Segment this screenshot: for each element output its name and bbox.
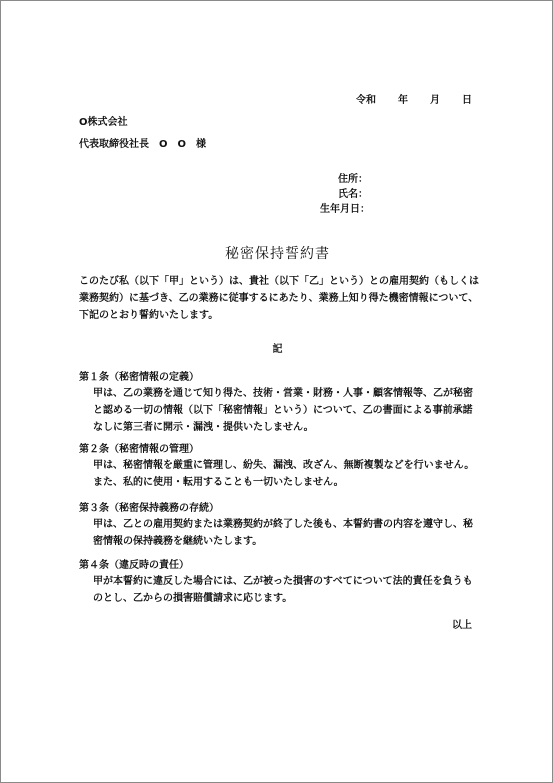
article-1-body: 甲は、乙の業務を通じて知り得た、技術・営業・財務・人事・顧客情報等、乙が秘密と認める一切の情報（以下「秘密情報」という）について、乙の書面による事前承諾なしに第三者に開示・漏洩・提供いたしません。 — [93, 388, 473, 433]
ki-heading: 記 — [272, 344, 283, 355]
article-3-title: 第３条（秘密保持義務の存続） — [79, 503, 219, 514]
year-label: 年 — [398, 95, 408, 106]
recipient-president: 代表取締役社長 O O 様 — [79, 139, 207, 150]
article-3-body: 甲は、乙との雇用契約または業務契約が終了した後も、本誓約書の内容を遵守し、秘密情報の保持義務を継続いたします。 — [93, 519, 473, 547]
intro-paragraph: このたび私（以下「甲」という）は、貴社（以下「乙」という）との雇用契約（もしくは業務契約）に基づき、乙の業務に従事するにあたり、業務上知り得た機密情報について、下記のとおり誓約いたします。 — [79, 276, 479, 321]
article-4-body: 甲が本誓約に違反した場合には、乙が被った損害のすべてについて法的責任を負うものとし、乙からの損害賠償請求に応じます。 — [93, 576, 473, 604]
month-label: 月 — [430, 95, 440, 106]
day-label: 日 — [462, 95, 472, 106]
article-1-title: 第１条（秘密情報の定義） — [79, 372, 199, 383]
article-4-title: 第４条（違反時の責任） — [79, 560, 189, 571]
name-label: 氏名： — [338, 189, 368, 200]
closing-ijo: 以上 — [452, 620, 472, 631]
article-2-body: 甲は、秘密情報を厳重に管理し、紛失、漏洩、改ざん、無断複製などを行いません。また、私的に使用・転用することも一切いたしません。 — [93, 460, 475, 488]
article-2-title: 第２条（秘密情報の管理） — [79, 444, 199, 455]
recipient-company: O株式会社 — [79, 117, 128, 128]
signer-birthdate — [320, 203, 368, 217]
document-title: 秘密保持誓約書 — [225, 246, 330, 262]
date-line — [356, 94, 472, 108]
era: 令和 — [356, 95, 376, 106]
birthdate-label: 生年月日： — [320, 204, 370, 215]
address-label: 住所： — [338, 174, 368, 185]
signer-name — [320, 188, 368, 202]
signer-address — [320, 173, 368, 187]
